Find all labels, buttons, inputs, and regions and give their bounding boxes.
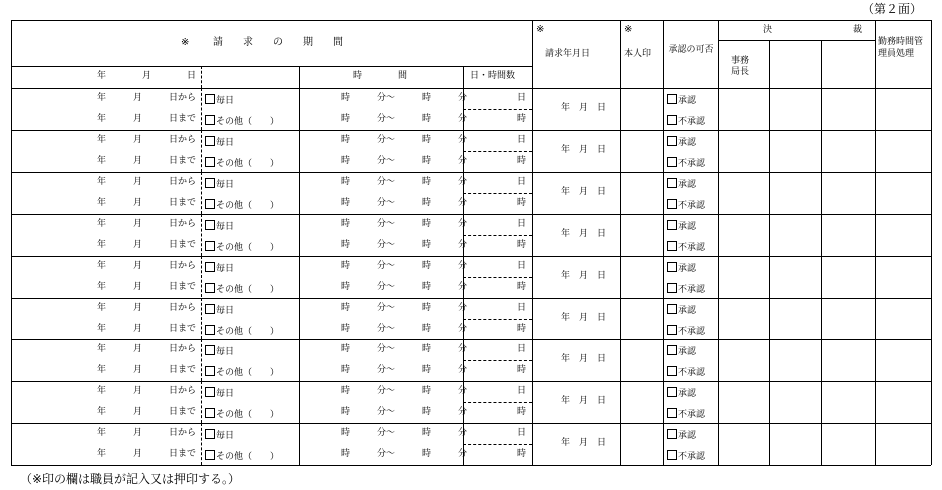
time-range-start: 時 分〜 時 分 <box>341 428 468 439</box>
checkbox-icon[interactable] <box>205 199 215 209</box>
request-date-value: 年 月 日 <box>561 270 607 281</box>
disapprove-option[interactable] <box>667 115 705 127</box>
date-to: 年 月 日まで <box>97 407 197 418</box>
other-option[interactable] <box>205 199 279 211</box>
other-label: その他（ ） <box>216 452 280 463</box>
approve-label: 承認 <box>678 347 697 358</box>
time-range-end: 時 分〜 時 分 <box>341 281 468 292</box>
disapprove-option[interactable] <box>667 366 705 378</box>
every-day-label: 毎日 <box>216 96 235 106</box>
manager-header: 勤務時間管理員処理 <box>878 37 924 59</box>
hour-unit: 時 <box>517 197 527 208</box>
disapprove-label: 不承認 <box>678 117 706 127</box>
checkbox-icon[interactable] <box>205 220 215 230</box>
every-day-option[interactable] <box>205 178 234 190</box>
period-title: 請 求 の 期 間 <box>213 37 343 48</box>
hour-unit: 時 <box>517 114 527 124</box>
other-label: その他（ ） <box>216 284 280 295</box>
checkbox-icon[interactable] <box>205 157 215 167</box>
every-day-option[interactable] <box>205 429 234 441</box>
other-label: その他（ ） <box>216 326 280 337</box>
checkbox-icon[interactable] <box>205 136 215 146</box>
period-mark: ※ <box>181 37 190 48</box>
checkbox-icon[interactable] <box>667 157 677 167</box>
request-date-value: 年 月 日 <box>561 396 607 407</box>
other-option[interactable] <box>205 366 279 378</box>
disapprove-option[interactable] <box>667 325 705 337</box>
time-range-start: 時 分〜 時 分 <box>341 386 468 397</box>
day-unit: 日 <box>517 428 527 439</box>
request-date-value: 年 月 日 <box>561 312 607 323</box>
checkbox-icon[interactable] <box>205 450 215 460</box>
date-from: 年 月 日から <box>97 428 197 439</box>
every-day-label: 毎日 <box>216 263 235 274</box>
seal-header: 本人印 <box>624 49 652 59</box>
hour-unit: 時 <box>517 449 527 460</box>
other-label: その他（ ） <box>216 117 280 127</box>
approval-header: 承認の可否 <box>668 45 714 55</box>
approve-option[interactable] <box>667 429 696 441</box>
disapprove-label: 不承認 <box>678 368 706 379</box>
time-range-start: 時 分〜 時 分 <box>341 134 468 145</box>
checkbox-icon[interactable] <box>205 408 215 418</box>
other-option[interactable] <box>205 325 279 337</box>
date-from: 年 月 日から <box>97 176 197 187</box>
disapprove-label: 不承認 <box>678 200 706 211</box>
checkbox-icon[interactable] <box>205 387 215 397</box>
time-range-end: 時 分〜 時 分 <box>341 114 468 124</box>
date-from: 年 月 日から <box>97 260 197 271</box>
date-from: 年 月 日から <box>97 344 197 355</box>
disapprove-label: 不承認 <box>678 452 706 463</box>
day-unit: 日 <box>517 93 527 103</box>
approve-option[interactable] <box>667 220 696 232</box>
disapprove-label: 不承認 <box>678 284 706 295</box>
time-range-start: 時 分〜 時 分 <box>341 344 468 355</box>
request-date-value: 年 月 日 <box>561 354 607 365</box>
day-unit: 日 <box>517 386 527 397</box>
every-day-option[interactable] <box>205 345 234 357</box>
every-day-option[interactable] <box>205 136 234 148</box>
time-range-end: 時 分〜 時 分 <box>341 197 468 208</box>
request-date-value: 年 月 日 <box>561 144 607 155</box>
disapprove-label: 不承認 <box>678 410 706 421</box>
every-day-option[interactable] <box>205 220 234 232</box>
checkbox-icon[interactable] <box>205 366 215 376</box>
request-form-table <box>11 20 931 465</box>
days-hours-header: 日・時間数 <box>470 71 516 81</box>
disapprove-label: 不承認 <box>678 242 706 253</box>
other-label: その他（ ） <box>216 242 280 253</box>
date-from: 年 月 日から <box>97 386 197 397</box>
checkbox-icon[interactable] <box>205 262 215 272</box>
checkbox-icon[interactable] <box>667 199 677 209</box>
approve-option[interactable] <box>667 304 696 316</box>
approve-label: 承認 <box>678 263 697 274</box>
checkbox-icon[interactable] <box>667 304 677 314</box>
every-day-label: 毎日 <box>216 389 235 400</box>
time-range-end: 時 分〜 時 分 <box>341 155 468 166</box>
date-from: 年 月 日から <box>97 134 197 145</box>
checkbox-icon[interactable] <box>667 115 677 125</box>
date-to: 年 月 日まで <box>97 114 197 124</box>
other-label: その他（ ） <box>216 368 280 379</box>
every-day-label: 毎日 <box>216 179 235 190</box>
approve-label: 承認 <box>678 179 697 190</box>
checkbox-icon[interactable] <box>667 94 677 104</box>
other-option[interactable] <box>205 283 279 295</box>
date-from: 年 月 日から <box>97 218 197 229</box>
date-to: 年 月 日まで <box>97 323 197 334</box>
date-to: 年 月 日まで <box>97 155 197 166</box>
checkbox-icon[interactable] <box>667 220 677 230</box>
time-range-end: 時 分〜 時 分 <box>341 449 468 460</box>
other-option[interactable] <box>205 115 279 127</box>
other-option[interactable] <box>205 450 279 462</box>
disapprove-option[interactable] <box>667 408 705 420</box>
other-label: その他（ ） <box>216 410 280 421</box>
approve-option[interactable] <box>667 345 696 357</box>
hour-unit: 時 <box>517 239 527 250</box>
request-date-value: 年 月 日 <box>561 228 607 239</box>
checkbox-icon[interactable] <box>667 408 677 418</box>
checkbox-icon[interactable] <box>667 366 677 376</box>
director-header: 事務局長 <box>731 56 750 77</box>
day-unit: 日 <box>517 218 527 229</box>
time-range-start: 時 分〜 時 分 <box>341 93 468 103</box>
day-unit: 日 <box>517 134 527 145</box>
day-unit: 日 <box>517 176 527 187</box>
day-unit: 日 <box>517 344 527 355</box>
page-number: （第２面） <box>862 2 923 16</box>
time-range-start: 時 分〜 時 分 <box>341 176 468 187</box>
hour-unit: 時 <box>517 365 527 376</box>
checkbox-icon[interactable] <box>667 325 677 335</box>
time-range-start: 時 分〜 時 分 <box>341 260 468 271</box>
request-date-value: 年 月 日 <box>561 438 607 449</box>
every-day-option[interactable] <box>205 304 234 316</box>
approve-label: 承認 <box>678 221 697 232</box>
disapprove-option[interactable] <box>667 241 705 253</box>
request-date-header: 請求年月日 <box>545 49 591 59</box>
every-day-label: 毎日 <box>216 221 235 232</box>
hour-unit: 時 <box>517 323 527 334</box>
checkbox-icon[interactable] <box>667 345 677 355</box>
time-range-end: 時 分〜 時 分 <box>341 239 468 250</box>
checkbox-icon[interactable] <box>667 283 677 293</box>
disapprove-label: 不承認 <box>678 158 706 169</box>
date-to: 年 月 日まで <box>97 365 197 376</box>
time-range-end: 時 分〜 時 分 <box>341 407 468 418</box>
request-date-value: 年 月 日 <box>561 186 607 197</box>
date-to: 年 月 日まで <box>97 239 197 250</box>
checkbox-icon[interactable] <box>205 178 215 188</box>
every-day-label: 毎日 <box>216 431 235 442</box>
approve-option[interactable] <box>667 178 696 190</box>
other-label: その他（ ） <box>216 158 280 169</box>
approve-label: 承認 <box>678 431 697 442</box>
checkbox-icon[interactable] <box>667 136 677 146</box>
date-to: 年 月 日まで <box>97 197 197 208</box>
time-range-end: 時 分〜 時 分 <box>341 365 468 376</box>
approve-option[interactable] <box>667 387 696 399</box>
decision-header: 決 裁 <box>763 25 863 35</box>
date-to: 年 月 日まで <box>97 281 197 292</box>
time-range-end: 時 分〜 時 分 <box>341 323 468 334</box>
date-to: 年 月 日まで <box>97 449 197 460</box>
hour-unit: 時 <box>517 281 527 292</box>
checkbox-icon[interactable] <box>205 241 215 251</box>
request-date-value: 年 月 日 <box>561 103 607 113</box>
request-date-mark: ※ <box>536 24 545 35</box>
hour-unit: 時 <box>517 407 527 418</box>
every-day-option[interactable] <box>205 387 234 399</box>
hour-unit: 時 <box>517 155 527 166</box>
date-from: 年 月 日から <box>97 302 197 313</box>
checkbox-icon[interactable] <box>667 387 677 397</box>
checkbox-icon[interactable] <box>205 115 215 125</box>
time-range-start: 時 分〜 時 分 <box>341 218 468 229</box>
time-column-header: 時 間 <box>353 71 408 81</box>
disapprove-option[interactable] <box>667 450 705 462</box>
every-day-label: 毎日 <box>216 137 235 148</box>
checkbox-icon[interactable] <box>667 450 677 460</box>
other-option[interactable] <box>205 157 279 169</box>
disapprove-option[interactable] <box>667 157 705 169</box>
approve-label: 承認 <box>678 305 697 316</box>
footnote: （※印の欄は職員が記入又は押印する。） <box>20 472 241 486</box>
checkbox-icon[interactable] <box>667 429 677 439</box>
day-unit: 日 <box>517 302 527 313</box>
disapprove-option[interactable] <box>667 283 705 295</box>
other-label: その他（ ） <box>216 200 280 211</box>
day-unit: 日 <box>517 260 527 271</box>
every-day-option[interactable] <box>205 262 234 274</box>
other-option[interactable] <box>205 408 279 420</box>
checkbox-icon[interactable] <box>667 178 677 188</box>
disapprove-option[interactable] <box>667 199 705 211</box>
time-range-start: 時 分〜 時 分 <box>341 302 468 313</box>
every-day-label: 毎日 <box>216 305 235 316</box>
checkbox-icon[interactable] <box>205 345 215 355</box>
checkbox-icon[interactable] <box>205 429 215 439</box>
approve-option[interactable] <box>667 262 696 274</box>
approve-label: 承認 <box>678 137 697 148</box>
seal-mark: ※ <box>624 24 633 35</box>
checkbox-icon[interactable] <box>205 283 215 293</box>
approve-label: 承認 <box>678 96 697 106</box>
approve-option[interactable] <box>667 94 696 106</box>
every-day-option[interactable] <box>205 94 234 106</box>
every-day-label: 毎日 <box>216 347 235 358</box>
checkbox-icon[interactable] <box>205 325 215 335</box>
disapprove-label: 不承認 <box>678 326 706 337</box>
approve-label: 承認 <box>678 389 697 400</box>
checkbox-icon[interactable] <box>667 262 677 272</box>
other-option[interactable] <box>205 241 279 253</box>
approve-option[interactable] <box>667 136 696 148</box>
checkbox-icon[interactable] <box>205 304 215 314</box>
checkbox-icon[interactable] <box>667 241 677 251</box>
checkbox-icon[interactable] <box>205 94 215 104</box>
date-column-header: 年 月 日 <box>97 71 197 81</box>
date-from: 年 月 日から <box>97 93 197 103</box>
